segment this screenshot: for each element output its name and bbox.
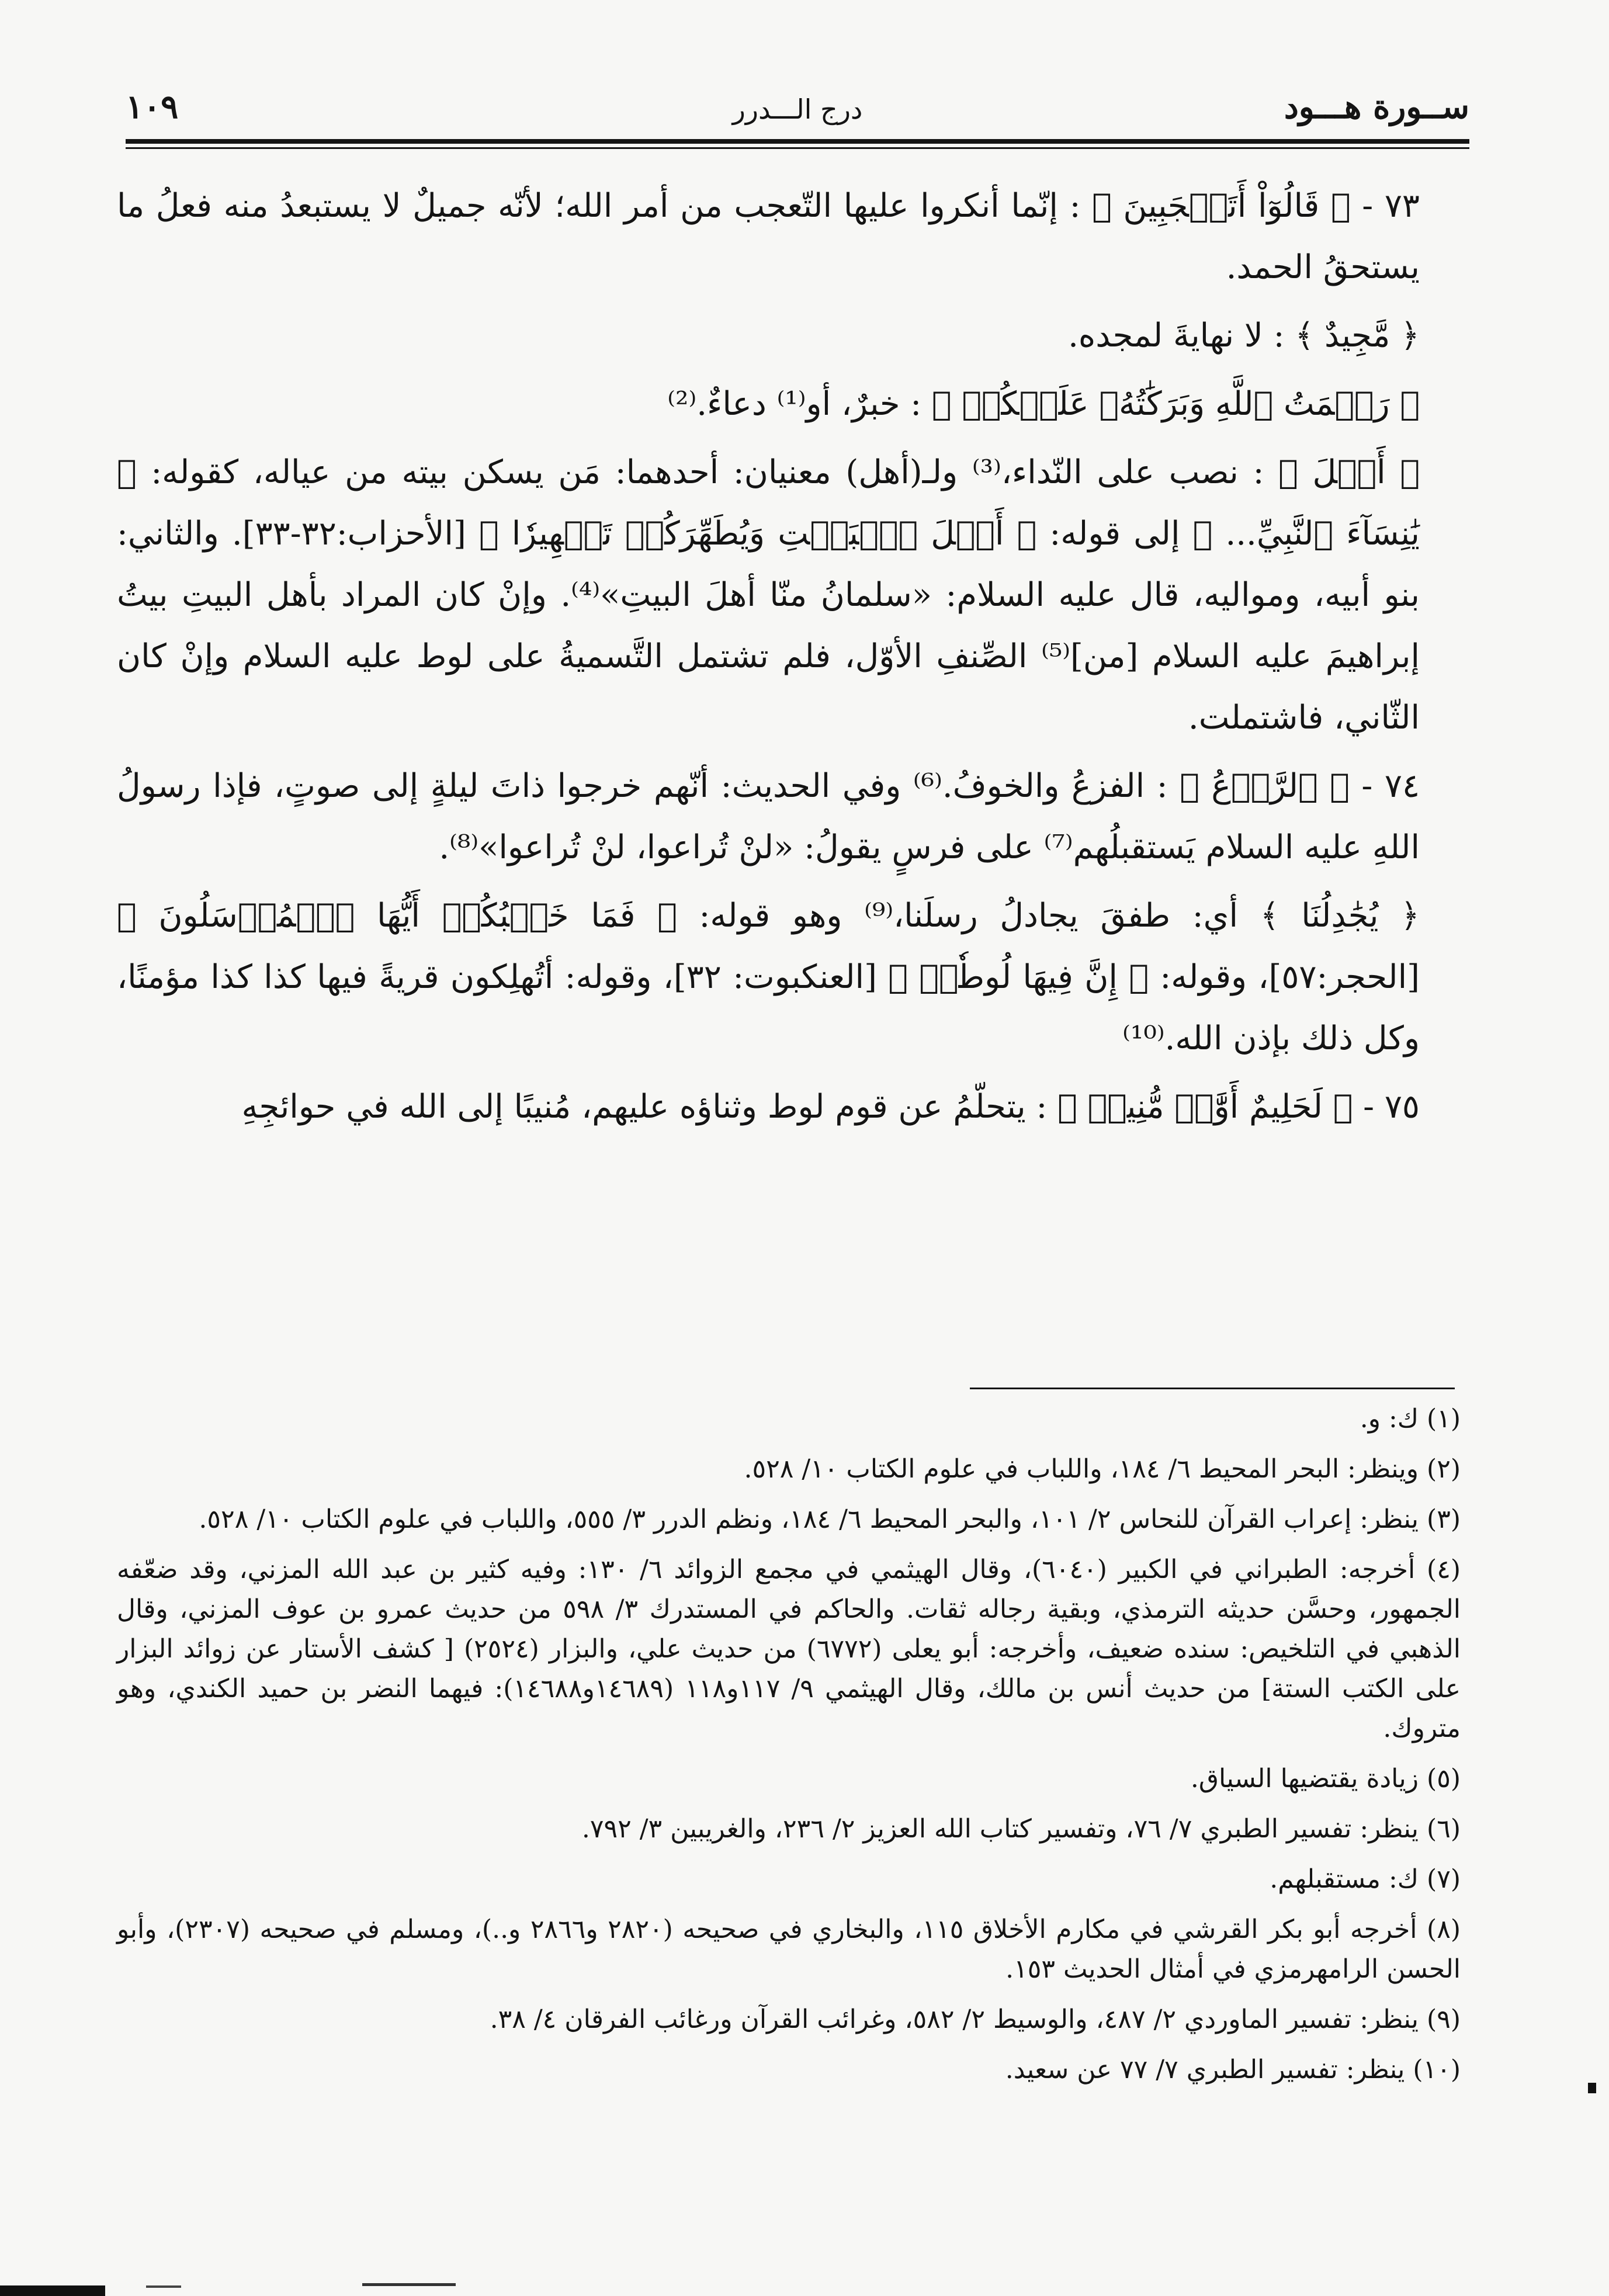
page-number: ١٠٩ bbox=[126, 88, 179, 126]
paragraph-verse-73: ٧٣ - ﴿ قَالُوٓاْ أَتَعۡجَبِينَ ﴾ : إنّما أنكروا عليها التّعجب من أمر الله؛ لأنّه جميلٌ لا يستبعدُ منه فعلُ ما يستحقُ الحمد. bbox=[117, 187, 1420, 286]
footnote-3: (٣) ينظر: إعراب القرآن للنحاس ٢/ ١٠١، والبحر المحيط ٦/ ١٨٤، ونظم الدرر ٣/ ٥٥٥، واللباب في علوم الكتاب ١٠/ ٥٢٨. bbox=[199, 1504, 1461, 1534]
paragraph-ahl: ﴿ أَهۡلَ ﴾ : نصب على النّداء،⁽³⁾ ولـ(أهل) معنيان: أحدهما: مَن يسكن بيته من عياله، كقوله: ﴿ يَٰنِسَآءَ ٱلنَّبِيِّ... ﴾ إلى قوله: ﴿ أَهۡلَ ٱلۡبَيۡتِ وَيُطَهِّرَكُمۡ تَطۡهِيرٗا ﴾ [الأحزاب:٣٢-٣٣]. والثاني: بنو أبيه، ومواليه، قال عليه السلام: «سلمانُ منّا أهلَ البيتِ»⁽⁴⁾. وإنْ كان المراد بأهل البيتِ بيتُ إبراهيمَ عليه السلام [من]⁽⁵⁾ الصِّنفِ الأوّل، فلم تشتمل التَّسميةُ على لوط عليه السلام وإنْ كان الثّاني، فاشتملت. bbox=[117, 453, 1420, 737]
footnote-8: (٨) أخرجه أبو بكر القرشي في مكارم الأخلاق ١١٥، والبخاري في صحيحه (٢٨٢٠ و٢٨٦٦ و..)، ومسلم في صحيحه (٢٣٠٧)، وأبو الحسن الرامهرمزي في أمثال الحديث ١٥٣. bbox=[117, 1915, 1461, 1984]
surah-title: ســورة هـــود bbox=[1284, 88, 1469, 126]
footnote-2: (٢) وينظر: البحر المحيط ٦/ ١٨٤، واللباب في علوم الكتاب ١٠/ ٥٢٨. bbox=[744, 1454, 1461, 1484]
paragraph-verse-74: ٧٤ - ﴿ ٱلرَّوۡعُ ﴾ : الفزعُ والخوفُ.⁽⁶⁾ وفي الحديث: أنّهم خرجوا ذاتَ ليلةٍ إلى صوتٍ، فإذا رسولُ اللهِ عليه السلام يَستقبلُهم⁽⁷⁾ على فرسٍ يقولُ: «لنْ تُراعوا، لنْ تُراعوا»⁽⁸⁾. bbox=[117, 767, 1420, 866]
footnotes bbox=[117, 1399, 1461, 2100]
paragraph-majid: ﴿ مَّجِيدٌ ﴾ : لا نهايةَ لمجده. bbox=[1068, 317, 1420, 355]
footnote-7: (٧) ك: مستقبلهم. bbox=[1270, 1864, 1461, 1894]
footnote-6: (٦) ينظر: تفسير الطبري ٧/ ٧٦، وتفسير كتاب الله العزيز ٢/ ٢٣٦، والغريبين ٣/ ٧٩٢. bbox=[581, 1814, 1461, 1844]
footnote-10: (١٠) ينظر: تفسير الطبري ٧/ ٧٧ عن سعيد. bbox=[1005, 2055, 1461, 2085]
paragraph-rahmat: ﴿ رَحۡمَتُ ٱللَّهِ وَبَرَكَٰتُهُۥ عَلَيۡكُمۡ ﴾ : خبرٌ، أو⁽¹⁾ دعاءٌ.⁽²⁾ bbox=[667, 385, 1420, 423]
footnote-separator bbox=[970, 1388, 1455, 1389]
paragraph-verse-75: ٧٥ - ﴿ لَحَلِيمٌ أَوَّٰهٞ مُّنِيبٞ ﴾ : يتحلّمُ عن قوم لوط وثناؤه عليهم، مُنيبًا إلى الله في حوائجِهِ bbox=[241, 1088, 1420, 1126]
scan-edge-line bbox=[362, 2283, 456, 2286]
scan-mark bbox=[1588, 2083, 1596, 2093]
header-rule-thick bbox=[126, 139, 1469, 144]
scan-edge-mark-small bbox=[146, 2285, 181, 2288]
paragraph-yujadiluna: ﴿ يُجَٰدِلُنَا ﴾ أي: طفقَ يجادلُ رسلَنا،⁽⁹⁾ وهو قوله: ﴿ فَمَا خَطۡبُكُمۡ أَيُّهَا ٱلۡمُرۡسَلُونَ ﴾ [الحجر:٥٧]، وقوله: ﴿ إِنَّ فِيهَا لُوطٗاۚ ﴾ [العنكبوت: ٣٢]، وقوله: أتُهلِكون قريةً فيها كذا كذا مؤمنًا، وكل ذلك بإذن الله.⁽¹⁰⁾ bbox=[117, 897, 1420, 1057]
header-rule-thin bbox=[126, 147, 1469, 149]
footnote-4: (٤) أخرجه: الطبراني في الكبير (٦٠٤٠)، وقال الهيثمي في مجمع الزوائد ٦/ ١٣٠: وفيه كثير بن عبد الله المزني، وقد ضعّفه الجمهور، وحسَّن حديثه الترمذي، وبقية رجاله ثقات. والحاكم في المستدرك ٣/ ٥٩٨ من حديث عمرو بن عوف المزني، وقال الذهبي في التلخيص: سنده ضعيف، وأخرجه: أبو يعلى (٦٧٧٢) من حديث علي، والبزار (٢٥٢٤) [ كشف الأستار عن زوائد البزار على الكتب الستة] من حديث أنس بن مالك، وقال الهيثمي ٩/ ١١٧و١١٨ (١٤٦٨٩و١٤٦٨٨): فيهما النضر بن حميد الكندي، وهو متروك. bbox=[117, 1555, 1461, 1743]
main-text bbox=[117, 175, 1472, 1144]
footnote-5: (٥) زيادة يقتضيها السياق. bbox=[1190, 1764, 1461, 1794]
footnote-1: (١) ك: و. bbox=[1360, 1404, 1461, 1434]
footnote-9: (٩) ينظر: تفسير الماوردي ٢/ ٤٨٧، والوسيط ٢/ ٥٨٢، وغرائب القرآن ورغائب الفرقان ٤/ ٣٨. bbox=[490, 2004, 1461, 2034]
book-title: درج الـــدرر bbox=[732, 93, 863, 125]
scan-edge-mark bbox=[0, 2285, 105, 2296]
page-header bbox=[126, 88, 1469, 134]
